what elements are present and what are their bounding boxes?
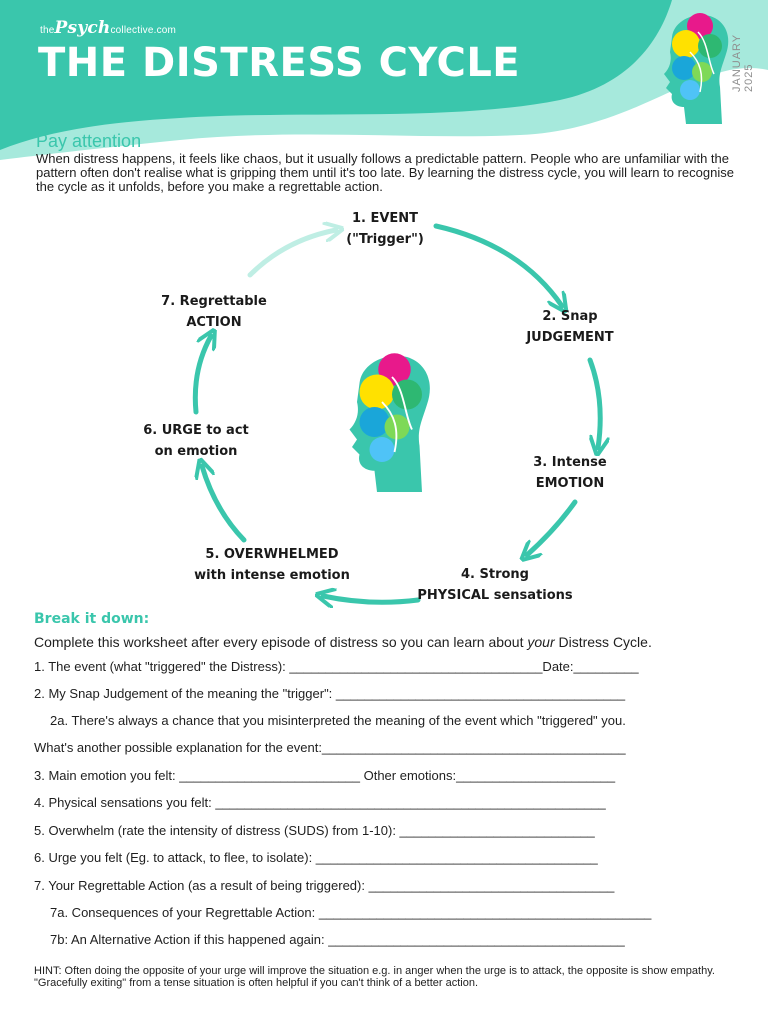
worksheet-line-alternative-explanation[interactable]: What's another possible explanation for the event:__________________________________________ — [34, 740, 626, 755]
section-heading-pay-attention: Pay attention — [36, 131, 142, 151]
cycle-arrow-6-to-7 — [195, 336, 211, 412]
worksheet-line-overwhelm-rating[interactable]: 5. Overwhelm (rate the intensity of distress (SUDS) from 1-10): ___________________________ — [34, 823, 595, 838]
worksheet-line-emotions[interactable]: 3. Main emotion you felt: _________________________ Other emotions:______________________ — [34, 768, 616, 783]
worksheet-line-alternative-action[interactable]: 7b: An Alternative Action if this happened again: _________________________________________ — [50, 932, 625, 947]
worksheet-instructions: Complete this worksheet after every episode of distress so you can learn about your Distress Cycle. — [34, 634, 652, 650]
worksheet-line-event[interactable]: 1. The event (what "triggered" the Distress): ___________________________________Date:_________ — [34, 659, 639, 674]
cycle-arrow-5-to-6 — [202, 466, 244, 540]
cycle-stage-urge: 6. URGE to act on emotion — [143, 423, 249, 459]
cycle-arrow-7-to-1 — [250, 230, 336, 275]
cycle-arrow-3-to-4 — [527, 502, 575, 555]
section-heading-break-it-down: Break it down: — [34, 611, 150, 627]
page-title: THE DISTRESS CYCLE — [38, 40, 521, 86]
cycle-arrow-2-to-3 — [590, 360, 600, 448]
cycle-stage-intense-emotion: 3. Intense EMOTION — [533, 455, 607, 491]
brand-logo-text: thePsychcollective.com — [40, 18, 177, 38]
worksheet-line-snap-judgement[interactable]: 2. My Snap Judgement of the meaning the "trigger": ________________________________________ — [34, 686, 626, 701]
head-profile-logo-icon — [660, 12, 732, 124]
worksheet-line-misinterpretation-note: 2a. There's always a chance that you misinterpreted the meaning of the event which "triggered" you. — [50, 713, 626, 728]
cycle-stage-regrettable-action: 7. Regrettable ACTION — [161, 294, 267, 330]
worksheet-line-urge[interactable]: 6. Urge you felt (Eg. to attack, to flee, to isolate): _______________________________________ — [34, 850, 598, 865]
head-profile-illustration-icon — [342, 352, 437, 492]
worksheet-line-physical-sensations[interactable]: 4. Physical sensations you felt: ______________________________________________________ — [34, 795, 606, 810]
cycle-arrow-4-to-5 — [323, 596, 418, 602]
cycle-stage-physical-sensations: 4. Strong PHYSICAL sensations — [417, 567, 573, 603]
publication-date: JANUARY 2025 — [731, 34, 755, 92]
worksheet-line-consequences[interactable]: 7a. Consequences of your Regrettable Action: ______________________________________________ — [50, 905, 652, 920]
cycle-stage-snap-judgement: 2. Snap JUDGEMENT — [526, 309, 614, 345]
cycle-stage-overwhelmed: 5. OVERWHELMED with intense emotion — [194, 547, 350, 583]
worksheet-line-regrettable-action[interactable]: 7. Your Regrettable Action (as a result of being triggered): __________________________________ — [34, 878, 615, 893]
cycle-stage-event: 1. EVENT ("Trigger") — [346, 211, 424, 247]
cycle-arrow-1-to-2 — [436, 226, 562, 306]
hint-text: HINT: Often doing the opposite of your urge will improve the situation e.g. in anger when the urge is to attack, the opposite is show empathy. "Gracefully exiting" from a tense situation is often helpful if you can't think of a better action. — [34, 965, 715, 989]
intro-paragraph: When distress happens, it feels like chaos, but it usually follows a predictable pattern. People who are unfamiliar with the pattern often don't realise what is gripping them until it's too late. By learning the distress cycle, you will learn to recognise the cycle as it unfolds, before you make a regrettable action. — [36, 151, 734, 194]
